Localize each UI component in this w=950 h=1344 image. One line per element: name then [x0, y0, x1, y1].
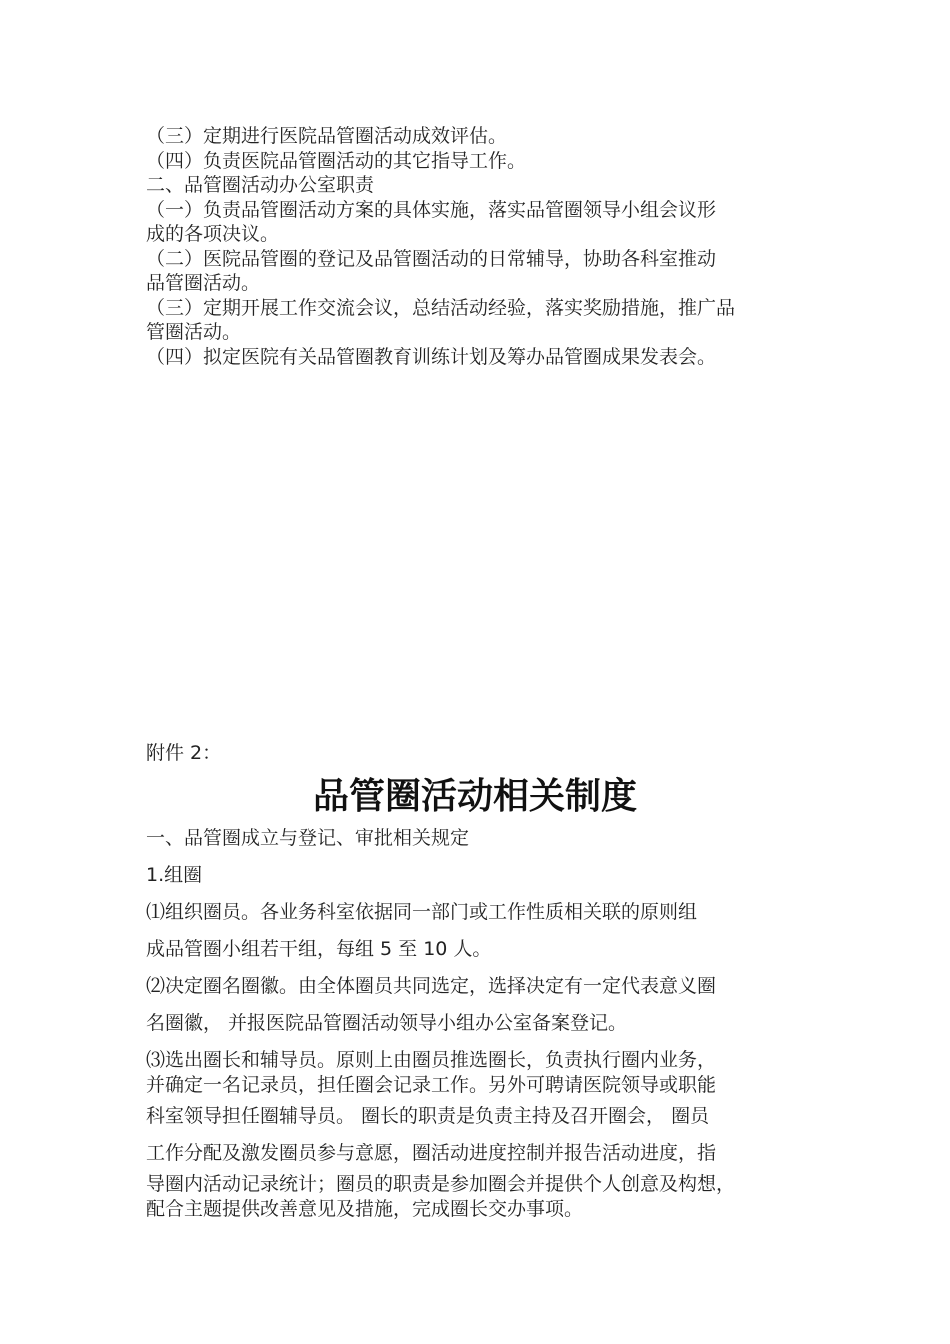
text-line: ⑴组织圈员。各业务科室依据同一部门或工作性质相关联的原则组 [146, 901, 698, 923]
text-line: （二）医院品管圈的登记及品管圈活动的日常辅导，协助各科室推动 [146, 247, 717, 270]
text-line: 品管圈活动。 [146, 272, 261, 294]
text-line: ⑵决定圈名圈徽。由全体圈员共同选定，选择决定有一定代表意义圈 [146, 975, 717, 997]
text-line: 管圈活动。 [146, 321, 242, 343]
text-line: （一）负责品管圈活动方案的具体实施，落实品管圈领导小组会议形 [146, 198, 717, 221]
text-line: 并确定一名记录员，担任圈会记录工作。另外可聘请医院领导或职能 [146, 1074, 717, 1096]
text-line: （三）定期开展工作交流会议，总结活动经验，落实奖励措施，推广品 [146, 296, 736, 319]
document-title: 品管圈活动相关制度 [312, 776, 637, 817]
text-line: 工作分配及激发圈员参与意愿，圈活动进度控制并报告活动进度，指 [146, 1142, 717, 1164]
text-line: （四）拟定医院有关品管圈教育训练计划及筹办品管圈成果发表会。 [146, 345, 717, 368]
section-heading: 二、品管圈活动办公室职责 [146, 174, 375, 196]
subsection-heading: 1.组圈 [146, 864, 203, 886]
text-line: ⑶选出圈长和辅导员。原则上由圈员推选圈长，负责执行圈内业务， [146, 1049, 717, 1071]
text-line: 导圈内活动记录统计；圈员的职责是参加圈会并提供个人创意及构想， [146, 1173, 736, 1195]
text-line: （四）负责医院品管圈活动的其它指导工作。 [146, 149, 527, 172]
text-line: 科室领导担任圈辅导员。 圈长的职责是负责主持及召开圈会， 圈员 [146, 1105, 710, 1127]
text-line: 成的各项决议。 [146, 223, 280, 245]
section-heading: 一、品管圈成立与登记、审批相关规定 [146, 827, 470, 849]
text-line: 成品管圈小组若干组，每组 5 至 10 人。 [146, 938, 492, 960]
text-line: 配合主题提供改善意见及措施，完成圈长交办事项。 [146, 1198, 584, 1220]
upper-text-block [146, 124, 826, 369]
text-line: （三）定期进行医院品管圈活动成效评估。 [146, 125, 508, 147]
annex-label: 附件 2： [146, 742, 222, 764]
lower-text-block [146, 820, 826, 1222]
text-line: 名圈徽， 并报医院品管圈活动领导小组办公室备案登记。 [146, 1012, 628, 1034]
